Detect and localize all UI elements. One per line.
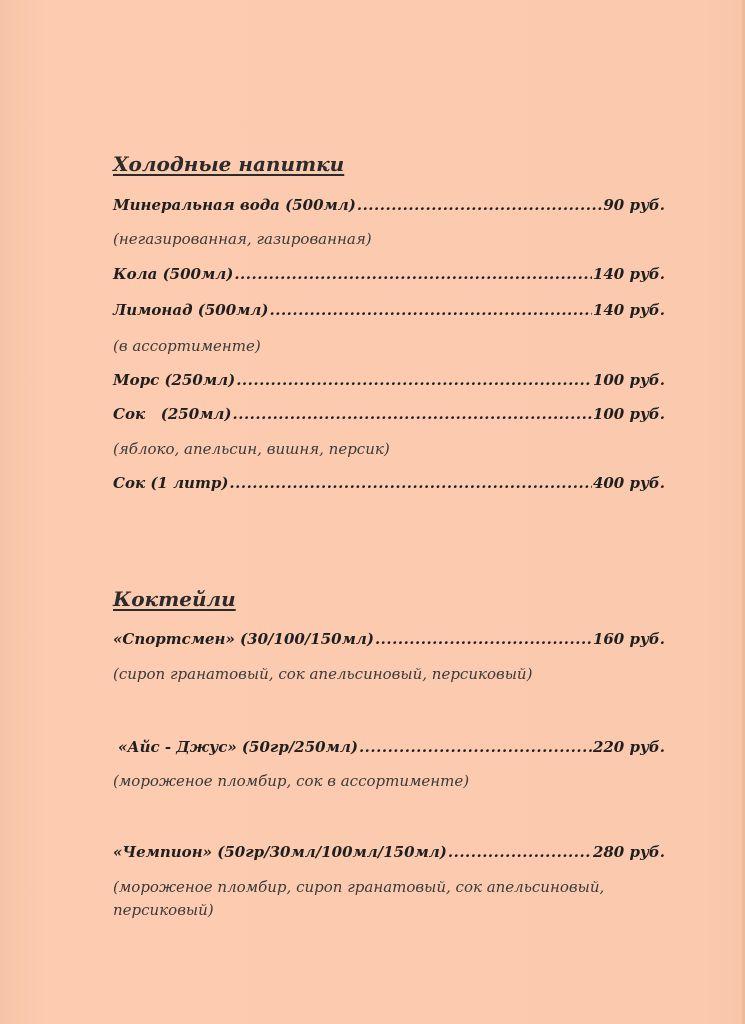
section-heading-cocktails: Коктейли xyxy=(113,587,236,611)
menu-item-mineral-water xyxy=(113,196,665,214)
item-note: (в ассортименте) xyxy=(113,337,261,355)
item-name: «Чемпион» (50гр/30мл/100мл/150мл) xyxy=(113,843,447,861)
menu-item-juice-250 xyxy=(113,405,665,423)
item-name: Минеральная вода (500мл) xyxy=(113,196,356,214)
menu-item-lemonade xyxy=(113,301,665,319)
leader-dots xyxy=(236,371,592,389)
item-price: 140 руб. xyxy=(592,265,665,283)
menu-item-champion xyxy=(113,843,665,861)
item-price: 220 руб. xyxy=(592,738,665,756)
menu-item-mors xyxy=(113,371,665,389)
item-note: (сироп гранатовый, сок апельсиновый, персиковый) xyxy=(113,665,533,683)
menu-item-juice-1l xyxy=(113,474,665,492)
menu-item-ice-juice xyxy=(118,738,665,756)
menu-item-cola xyxy=(113,265,665,283)
leader-dots xyxy=(448,843,592,861)
item-note: (негазированная, газированная) xyxy=(113,230,372,248)
item-name: Кола (500мл) xyxy=(113,265,234,283)
leader-dots xyxy=(229,474,592,492)
item-note: (яблоко, апельсин, вишня, персик) xyxy=(113,440,390,458)
item-price: 160 руб. xyxy=(592,630,665,648)
item-note-line-2: персиковый) xyxy=(113,901,214,919)
leader-dots xyxy=(359,738,592,756)
item-price: 140 руб. xyxy=(592,301,665,319)
item-price: 280 руб. xyxy=(592,843,665,861)
item-price: 100 руб. xyxy=(592,405,665,423)
section-heading-cold-drinks: Холодные напитки xyxy=(113,152,345,176)
leader-dots xyxy=(357,196,603,214)
item-name: «Спортсмен» (30/100/150мл) xyxy=(113,630,374,648)
item-note: (мороженое пломбир, сок в ассортименте) xyxy=(113,772,470,790)
leader-dots xyxy=(270,301,592,319)
item-name: «Айс - Джус» (50гр/250мл) xyxy=(118,738,358,756)
item-price: 100 руб. xyxy=(592,371,665,389)
item-name: Сок (250мл) xyxy=(113,405,232,423)
menu-item-sportsman xyxy=(113,630,665,648)
leader-dots xyxy=(233,405,592,423)
item-note-line-1: (мороженое пломбир, сироп гранатовый, сок апельсиновый, xyxy=(113,878,605,896)
item-price: 400 руб. xyxy=(592,474,665,492)
leader-dots xyxy=(234,265,592,283)
item-name: Сок (1 литр) xyxy=(113,474,229,492)
item-name: Морс (250мл) xyxy=(113,371,236,389)
item-price: 90 руб. xyxy=(603,196,665,214)
item-name: Лимонад (500мл) xyxy=(113,301,269,319)
leader-dots xyxy=(375,630,592,648)
